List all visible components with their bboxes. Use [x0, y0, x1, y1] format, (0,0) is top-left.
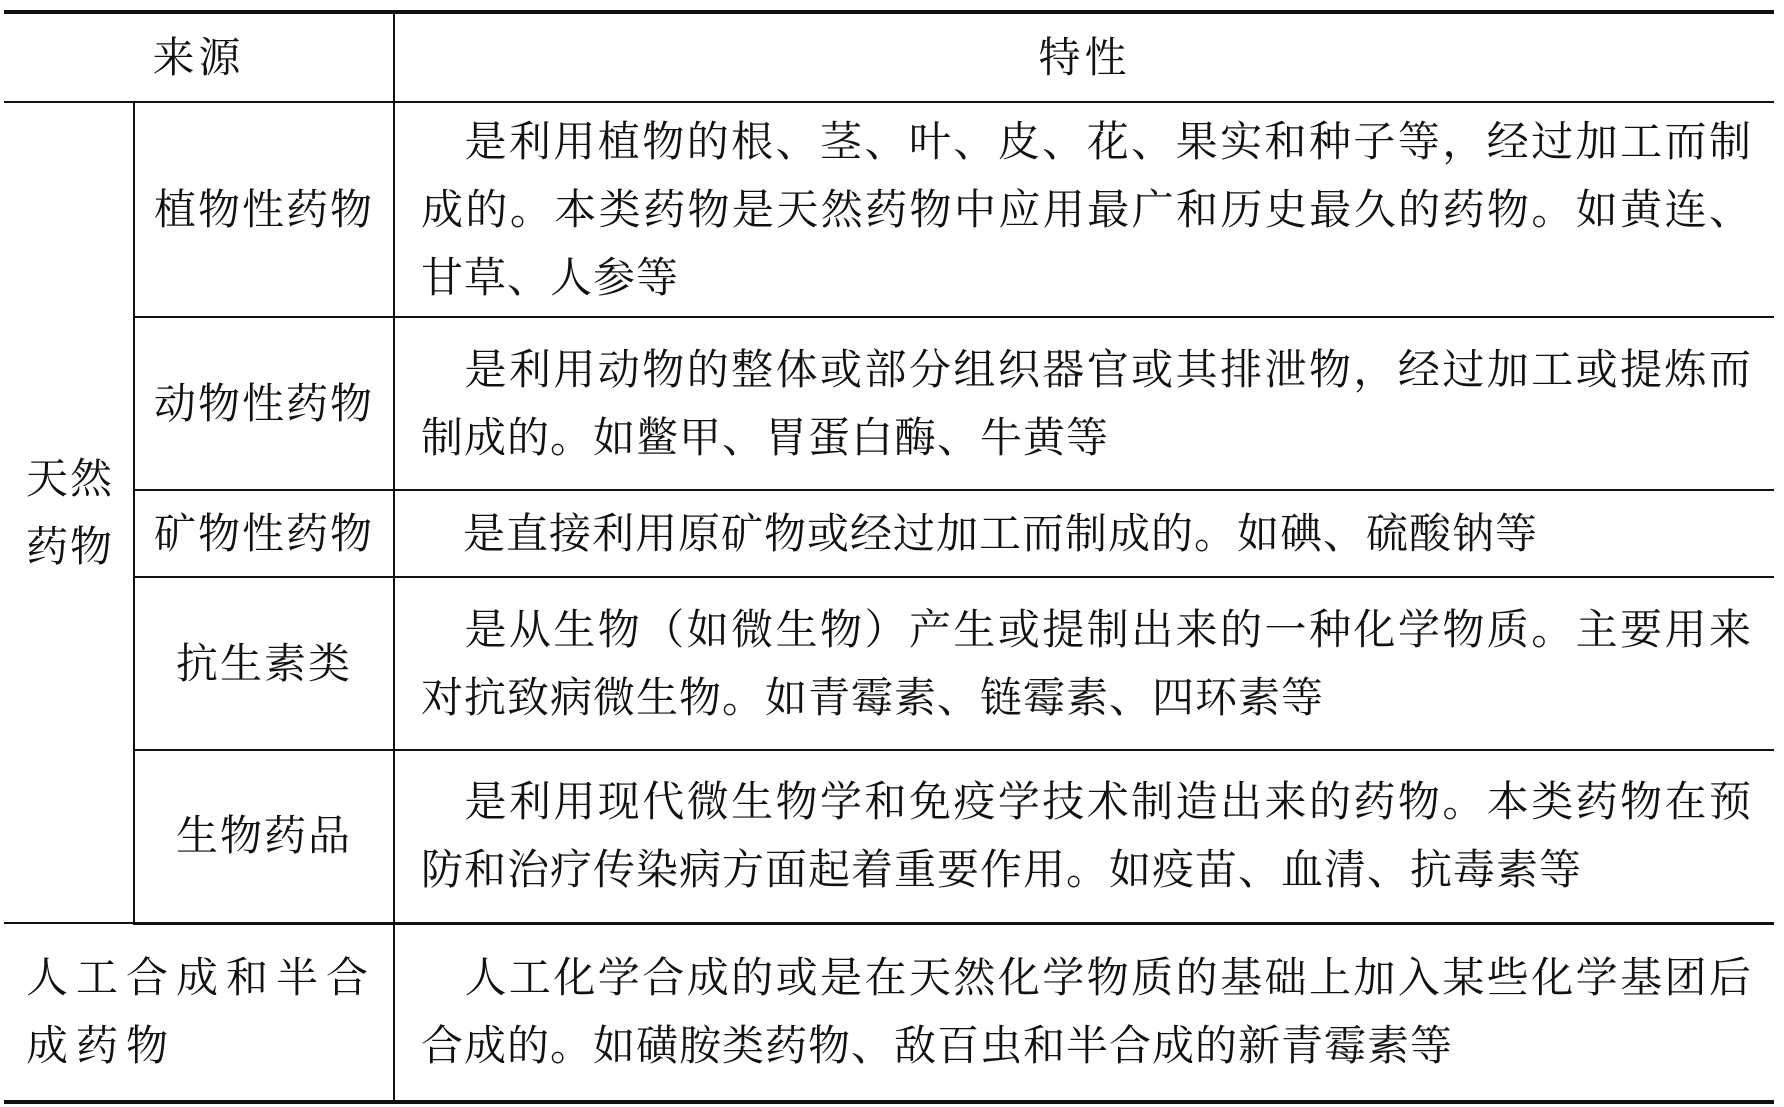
table-row [4, 317, 1774, 490]
natural-drug-category: 天然药物 [4, 102, 134, 923]
drug-type-name: 矿物性药物 [134, 490, 394, 577]
drug-type-name: 生物药品 [134, 750, 394, 923]
drug-type-description: 是利用现代微生物学和免疫学技术制造出来的药物。本类药物在预防和治疗传染病方面起着重要作用。如疫苗、血清、抗毒素等 [394, 750, 1774, 923]
header-property: 特性 [394, 12, 1774, 102]
table-row [4, 490, 1774, 577]
drug-type-description: 是直接利用原矿物或经过加工而制成的。如碘、硫酸钠等 [394, 490, 1774, 577]
table-row [4, 923, 1774, 1102]
synthetic-drug-category: 人工合成和半合成药物 [4, 923, 394, 1102]
drug-type-description: 是利用动物的整体或部分组织器官或其排泄物，经过加工或提炼而制成的。如鳖甲、胃蛋白酶、牛黄等 [394, 317, 1774, 490]
drug-type-name: 植物性药物 [134, 102, 394, 317]
header-row [4, 12, 1774, 102]
drug-type-description: 是从生物（如微生物）产生或提制出来的一种化学物质。主要用来对抗致病微生物。如青霉素、链霉素、四环素等 [394, 577, 1774, 750]
drug-type-name: 动物性药物 [134, 317, 394, 490]
synthetic-drug-description: 人工化学合成的或是在天然化学物质的基础上加入某些化学基团后合成的。如磺胺类药物、敌百虫和半合成的新青霉素等 [394, 923, 1774, 1102]
table-row [4, 750, 1774, 923]
table-row [4, 577, 1774, 750]
drug-source-table [4, 10, 1774, 1104]
table-row [4, 102, 1774, 317]
drug-type-name: 抗生素类 [134, 577, 394, 750]
header-source: 来源 [4, 12, 394, 102]
drug-type-description: 是利用植物的根、茎、叶、皮、花、果实和种子等，经过加工而制成的。本类药物是天然药物中应用最广和历史最久的药物。如黄连、甘草、人参等 [394, 102, 1774, 317]
